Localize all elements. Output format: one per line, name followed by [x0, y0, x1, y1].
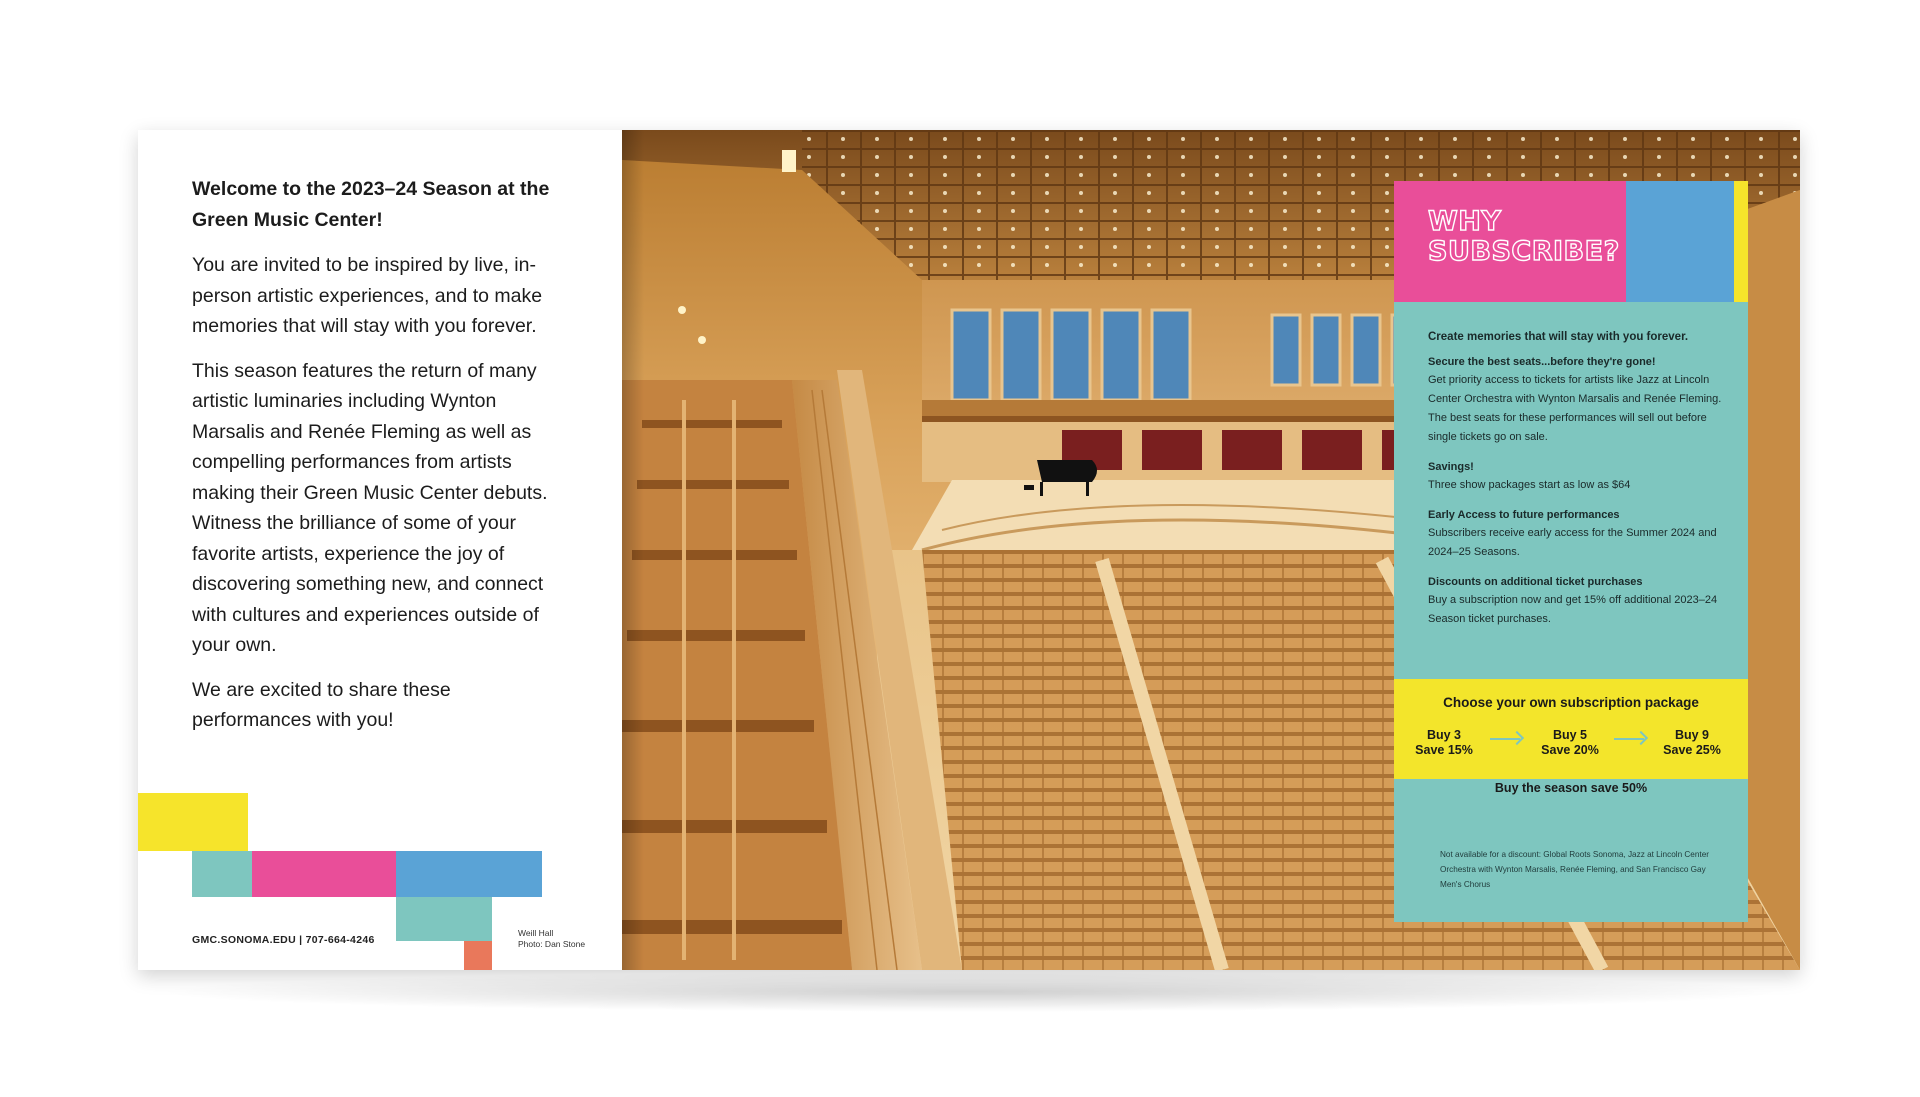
intro-paragraph: You are invited to be inspired by live, in-person artistic experiences, and to make memories that will stay with you forever. [192, 254, 543, 337]
book-shadow [150, 972, 1790, 1012]
pink-block [252, 851, 396, 897]
panel-headline: Create memories that will stay with you forever. [1428, 331, 1689, 343]
left-page [138, 130, 623, 970]
arrow-right-icon [1614, 738, 1644, 740]
package-buy-5 [1528, 728, 1612, 758]
package-buy-label: Buy 9 [1674, 728, 1710, 742]
package-save-label: Save 25% [1663, 743, 1721, 757]
benefit-title: Early Access to future performances [1428, 509, 1620, 521]
book-spine-shadow [622, 130, 644, 970]
package-buy-label: Buy 5 [1552, 728, 1588, 742]
benefit-text: Three show packages start as low as $64 [1428, 479, 1631, 491]
blue-block [396, 851, 542, 897]
photo-credit [518, 928, 585, 950]
package-buy-label: Buy 3 [1426, 728, 1462, 742]
package-save-label: Save 15% [1415, 743, 1473, 757]
teal-block-right [396, 897, 492, 941]
discount-disclaimer: Not available for a discount: Global Roots Sonoma, Jazz at Lincoln Center Orchestra with Wynton Marsalis, Renée Fleming, and San Francisco Gay Men's Chorus [1440, 850, 1709, 889]
photo-credit-photographer: Photo: Dan Stone [518, 939, 586, 949]
why-subscribe-panel [1394, 181, 1748, 922]
season-paragraph: This season features the return of many artistic luminaries including Wynton Marsalis and Renée Fleming as well as compelling performances from artists making their Green Music Center debuts. Witness the brilliance of some of your favorite artists, experience the joy of discovering something new, and connect with cultures and experiences outside of your own. [192, 359, 548, 656]
header-yellow-block [1734, 181, 1748, 302]
package-buy-3 [1402, 728, 1486, 758]
arrow-right-icon [1490, 738, 1520, 740]
welcome-text-block [192, 174, 572, 750]
choose-package-title: Choose your own subscription package [1443, 695, 1699, 710]
panel-title: WHY SUBSCRIBE? [1428, 206, 1620, 267]
benefit-title: Discounts on additional ticket purchases [1428, 576, 1643, 588]
benefit-text: Buy a subscription now and get 15% off additional 2023–24 Season ticket purchases. [1428, 594, 1718, 625]
package-buy-9 [1650, 728, 1734, 758]
welcome-heading: Welcome to the 2023–24 Season at the Green Music Center! [192, 178, 550, 231]
package-save-label: Save 20% [1541, 743, 1599, 757]
photo-credit-location: Weill Hall [518, 928, 554, 938]
benefit-title: Savings! [1428, 461, 1474, 473]
season-save-offer: Buy the season save 50% [1494, 781, 1648, 795]
benefit-title: Secure the best seats...before they're gone! [1428, 356, 1656, 368]
panel-header [1394, 181, 1748, 302]
contact-info: GMC.SONOMA.EDU | 707-664-4246 [192, 934, 375, 946]
teal-block-left [192, 851, 252, 897]
subscription-packages-box [1394, 679, 1748, 795]
benefit-text: Subscribers receive early access for the Summer 2024 and 2024–25 Seasons. [1428, 527, 1717, 558]
coral-block [464, 941, 492, 970]
closing-paragraph: We are excited to share these performances with you! [192, 678, 451, 731]
benefits-list [1428, 331, 1728, 643]
yellow-block [138, 793, 248, 851]
benefit-text: Get priority access to tickets for artists like Jazz at Lincoln Center Orchestra with Wynton Marsalis and Renée Fleming. The best seats for these performances will sell out before single tickets go on sale. [1428, 374, 1722, 443]
